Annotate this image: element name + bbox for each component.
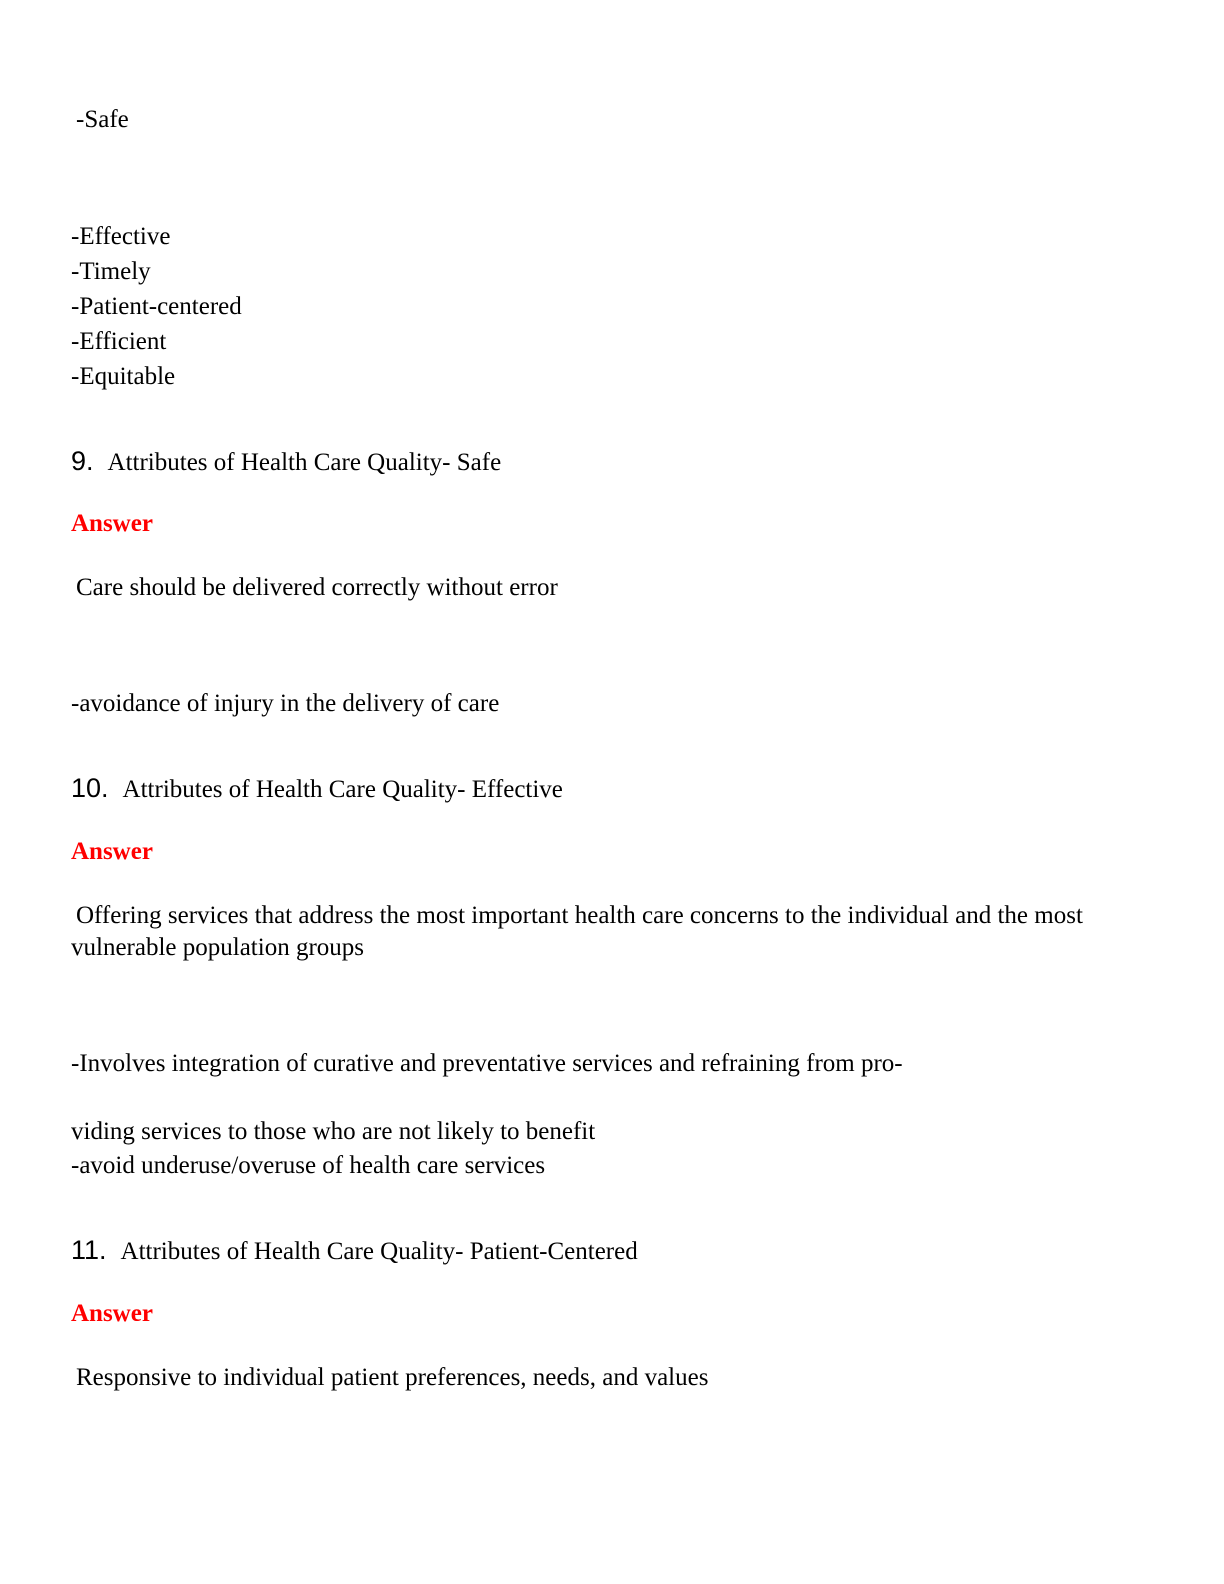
question-9: [71, 444, 501, 480]
intro-list-item: -Patient-centered: [71, 293, 242, 320]
intro-list-item: -Timely: [71, 258, 151, 285]
answer-detail: -avoidance of injury in the delivery of care: [71, 690, 500, 717]
intro-list-item: -Efficient: [71, 328, 167, 355]
question-number: 11.: [71, 1235, 107, 1265]
intro-list-item: -Equitable: [71, 363, 176, 390]
question-title: Attributes of Health Care Quality- Effective: [122, 776, 563, 803]
question-number: 9.: [71, 446, 94, 476]
answer-detail: -Involves integration of curative and preventative services and refraining from pro-: [71, 1050, 903, 1077]
question-title: Attributes of Health Care Quality- Patient-Centered: [120, 1238, 638, 1265]
answer-label: Answer: [71, 1300, 153, 1327]
intro-safe: -Safe: [76, 106, 129, 133]
answer-label: Answer: [71, 838, 153, 865]
question-title: Attributes of Health Care Quality- Safe: [107, 449, 502, 476]
answer-text: Offering services that address the most important health care concerns to the individual and the most vulnerable population groups: [71, 902, 1083, 961]
answer-label: Answer: [71, 510, 153, 537]
question-11: [71, 1233, 638, 1269]
question-10: [71, 771, 563, 807]
answer-detail: viding services to those who are not likely to benefit: [71, 1118, 596, 1145]
intro-list-item: -Effective: [71, 223, 171, 250]
answer-detail: -avoid underuse/overuse of health care services: [71, 1152, 546, 1179]
answer-text: Care should be delivered correctly without error: [76, 574, 558, 601]
question-number: 10.: [71, 773, 109, 803]
answer-text: Responsive to individual patient preferences, needs, and values: [76, 1364, 709, 1391]
